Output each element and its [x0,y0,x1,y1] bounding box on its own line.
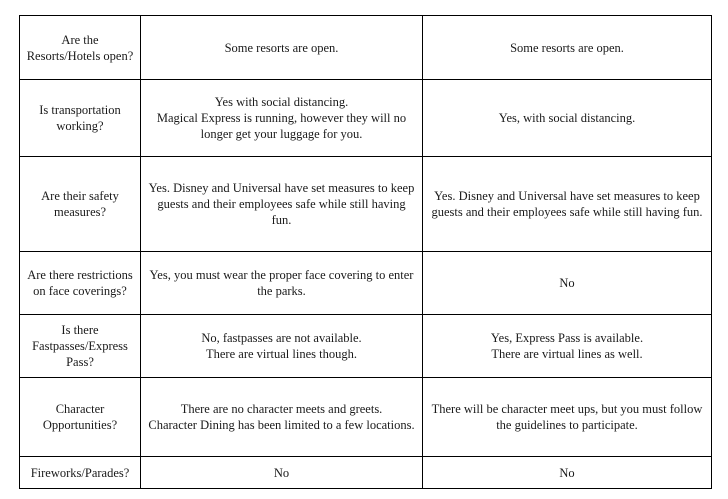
answer-cell-b: Yes. Disney and Universal have set measures to keep guests and their employees safe while still having fun. [423,157,712,252]
question-cell: Character Opportunities? [20,378,141,457]
answer-cell-a: There are no character meets and greets. Character Dining has been limited to a few locations. [141,378,423,457]
answer-cell-b: Yes, Express Pass is available. There are virtual lines as well. [423,315,712,378]
answer-cell-a: Yes, you must wear the proper face covering to enter the parks. [141,252,423,315]
answer-cell-b: No [423,252,712,315]
table-row [20,457,712,489]
question-cell: Fireworks/Parades? [20,457,141,489]
comparison-table [19,15,712,489]
table-row [20,252,712,315]
answer-cell-b: No [423,457,712,489]
answer-cell-b: There will be character meet ups, but you must follow the guidelines to participate. [423,378,712,457]
answer-cell-a: Yes. Disney and Universal have set measures to keep guests and their employees safe while still having fun. [141,157,423,252]
answer-cell-a: Some resorts are open. [141,16,423,80]
table-row [20,80,712,157]
answer-cell-b: Yes, with social distancing. [423,80,712,157]
question-cell: Is there Fastpasses/Express Pass? [20,315,141,378]
question-cell: Are their safety measures? [20,157,141,252]
answer-cell-b: Some resorts are open. [423,16,712,80]
answer-cell-a: Yes with social distancing. Magical Express is running, however they will no longer get your luggage for you. [141,80,423,157]
answer-cell-a: No [141,457,423,489]
question-cell: Are the Resorts/Hotels open? [20,16,141,80]
table-row [20,378,712,457]
table-row [20,16,712,80]
table-row [20,315,712,378]
answer-cell-a: No, fastpasses are not available. There are virtual lines though. [141,315,423,378]
question-cell: Is transportation working? [20,80,141,157]
question-cell: Are there restrictions on face coverings? [20,252,141,315]
table-row [20,157,712,252]
